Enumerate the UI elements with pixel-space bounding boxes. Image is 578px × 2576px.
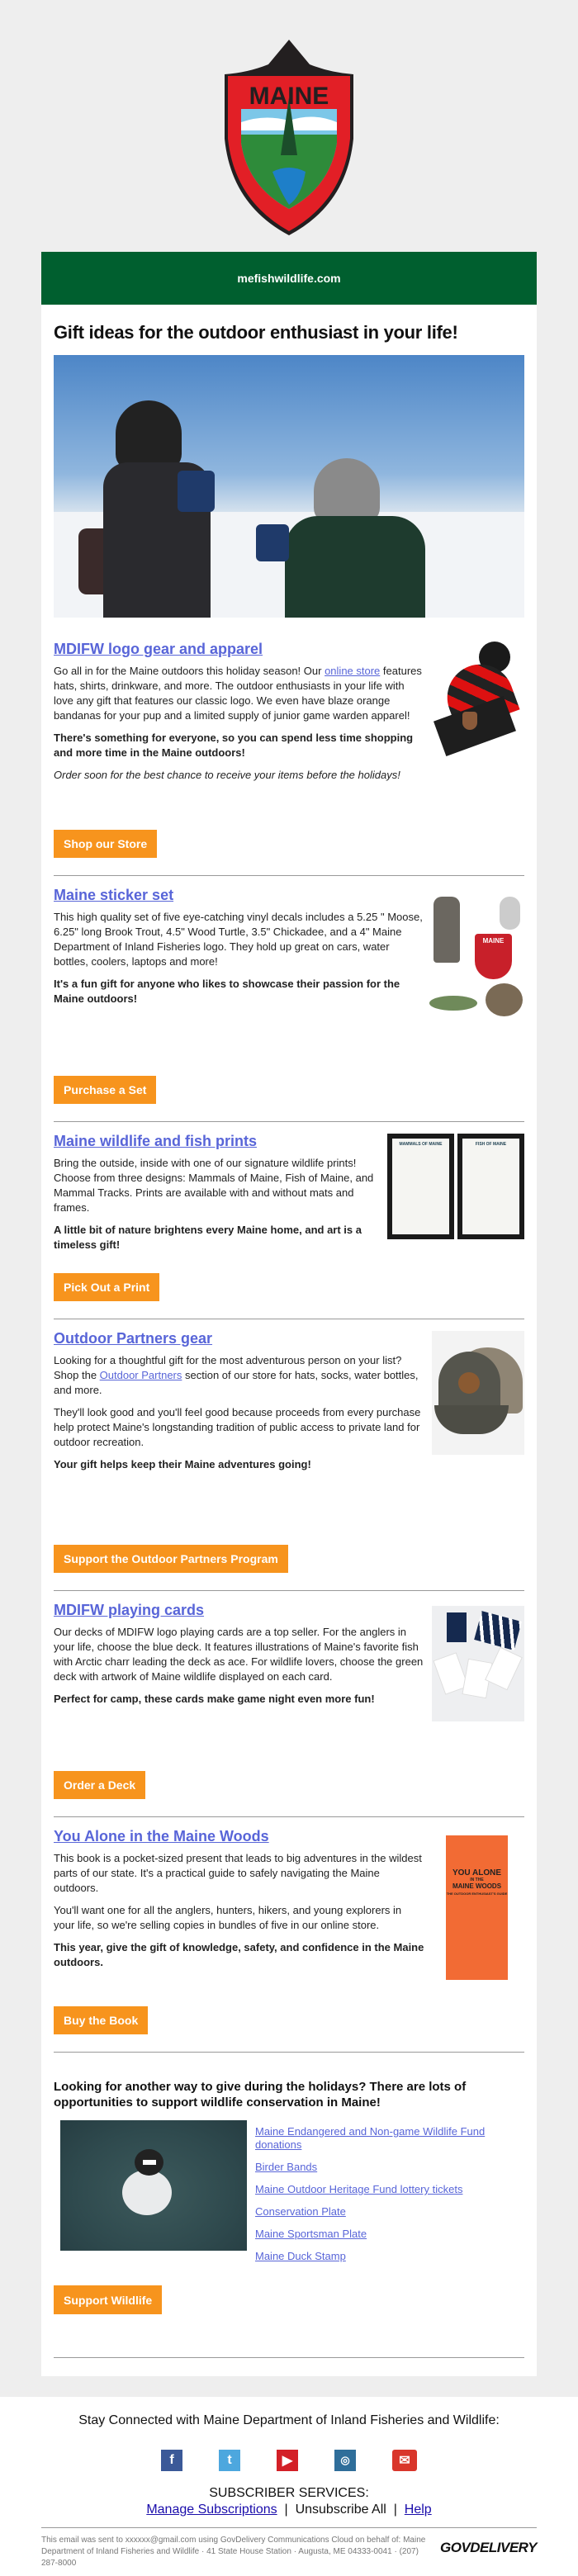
section-book — [54, 1817, 524, 2053]
body-bold-text: This year, give the gift of knowledge, safety, and confidence in the Maine outdoors. — [54, 1941, 424, 1968]
body-text: Looking for a thoughtful gift for the most adventurous person on your list? Shop the — [54, 1354, 402, 1381]
body-text: section of our store for hats, socks, water bottles, and more. — [54, 1369, 419, 1396]
instagram-icon[interactable]: ◎ — [334, 2450, 356, 2471]
site-banner — [41, 252, 537, 305]
support-link[interactable]: Maine Sportsman Plate — [255, 2228, 367, 2240]
support-outdoor-partners-button[interactable]: Support the Outdoor Partners Program — [54, 1545, 288, 1573]
support-links — [255, 2120, 524, 2272]
buy-book-button[interactable]: Buy the Book — [54, 2006, 148, 2034]
mammals-print-image: MAMMALS OF MAINE — [387, 1134, 454, 1239]
support-heading: Looking for another way to give during the holidays? There are lots of opportunities to support wildlife conservation in Maine! — [54, 2080, 467, 2110]
section-title-link[interactable]: MDIFW playing cards — [54, 1602, 205, 1618]
book-cover-image: YOU ALONE IN THE MAINE WOODS THE OUTDOOR ENTHUSIAST'S GUIDE — [446, 1835, 508, 1980]
body-text: Go all in for the Maine outdoors this holiday season! Our — [54, 665, 325, 677]
subscriber-links — [0, 2503, 578, 2517]
section-outdoor-partners — [54, 1319, 524, 1591]
body-italic-text: Order soon for the best chance to receive your items before the holidays! — [54, 769, 400, 781]
facebook-icon[interactable]: f — [161, 2450, 182, 2471]
youtube-icon[interactable]: ▶ — [277, 2450, 298, 2471]
moose-sticker — [434, 897, 460, 963]
govdelivery-logo: GOVDELIVERY — [440, 2540, 537, 2555]
section-title-link[interactable]: Maine sticker set — [54, 887, 174, 903]
manage-subscriptions-link[interactable]: Manage Subscriptions — [146, 2503, 277, 2517]
body-bold-text: It's a fun gift for anyone who likes to showcase their passion for the Maine outdoors! — [54, 978, 400, 1005]
body-bold-text: Perfect for camp, these cards make game night even more fun! — [54, 1693, 375, 1705]
body-text: This book is a pocket-sized present that leads to big adventures in the wildest parts of our state. It's a practical guide to safely navigating the Maine outdoors. — [54, 1852, 422, 1894]
support-wildlife-button[interactable]: Support Wildlife — [54, 2285, 162, 2314]
section-title-link[interactable]: Maine wildlife and fish prints — [54, 1133, 258, 1149]
footer — [0, 2397, 578, 2576]
body-text: This high quality set of five eye-catching vinyl decals includes a 5.25 " Moose, 6.25" long Brook Trout, 4.5" Wood Turtle, 3.5" Chickadee, and a 4" Maine Department of Inland Fisheries logo. They hold up great on cars, water bottles, coolers, laptops and more! — [54, 911, 423, 968]
support-link[interactable]: Maine Duck Stamp — [255, 2250, 346, 2262]
support-link[interactable]: Conservation Plate — [255, 2205, 346, 2218]
social-icons — [0, 2450, 578, 2471]
logo-sticker: MAINE — [475, 934, 512, 979]
body-bold-text: There's something for everyone, so you can spend less time shopping and more time in the Maine outdoors! — [54, 732, 414, 759]
section-logo-gear — [54, 630, 524, 876]
chickadee-sticker — [500, 897, 520, 930]
playing-cards-image — [432, 1606, 524, 1721]
support-link[interactable]: Maine Outdoor Heritage Fund lottery tickets — [255, 2183, 463, 2195]
online-store-link[interactable]: online store — [325, 665, 381, 677]
sticker-set-image — [429, 893, 524, 1029]
outdoor-partners-link[interactable]: Outdoor Partners — [99, 1369, 182, 1381]
section-title-link[interactable]: MDIFW logo gear and apparel — [54, 641, 263, 657]
shop-store-button[interactable]: Shop our Store — [54, 830, 157, 858]
support-link[interactable]: Maine Endangered and Non-game Wildlife Fund donations — [255, 2125, 486, 2151]
stay-connected-text: Stay Connected with Maine Department of Inland Fisheries and Wildlife: — [78, 2413, 500, 2427]
section-prints — [54, 1122, 524, 1319]
section-sticker-set — [54, 876, 524, 1122]
page-title: Gift ideas for the outdoor enthusiast in your life! — [54, 322, 458, 343]
trout-sticker — [429, 996, 477, 1011]
trucker-cap-image — [432, 1331, 524, 1455]
support-link[interactable]: Birder Bands — [255, 2161, 318, 2173]
turtle-sticker — [486, 983, 523, 1016]
body-bold-text: A little bit of nature brightens every Maine home, and art is a timeless gift! — [54, 1224, 362, 1251]
hero-photo — [54, 355, 524, 618]
twitter-icon[interactable]: t — [219, 2450, 240, 2471]
pick-print-button[interactable]: Pick Out a Print — [54, 1273, 159, 1301]
body-text: You'll want one for all the anglers, hunters, hikers, and young explorers in your life, so we're selling copies in bundles of five in our online store. — [54, 1904, 402, 1931]
subscriber-services-label: SUBSCRIBER SERVICES: — [209, 2486, 369, 2500]
svg-text:MAINE: MAINE — [249, 83, 329, 110]
section-playing-cards — [54, 1591, 524, 1817]
email-icon[interactable]: ✉ — [392, 2450, 417, 2471]
mdifw-logo — [223, 40, 355, 235]
fish-print-image: FISH OF MAINE — [457, 1134, 524, 1239]
footer-divider — [41, 2527, 537, 2569]
site-link[interactable]: mefishwildlife.com — [237, 272, 341, 285]
body-text: Our decks of MDIFW logo playing cards are a top seller. For the anglers in your life, choose the blue deck. It features illustrations of Maine's favorite fish with Arctic charr leading the deck as ace. For wildlife lovers, choose the green deck with artwork of Maine wildlife displayed on each card. — [54, 1626, 424, 1683]
order-deck-button[interactable]: Order a Deck — [54, 1771, 145, 1799]
body-bold-text: Your gift helps keep their Maine adventures going! — [54, 1458, 311, 1470]
plaid-beanie-image — [434, 642, 520, 753]
body-text: They'll look good and you'll feel good because proceeds from every purchase help protect Maine's longstanding tradition of public access to private land for outdoor recreation. — [54, 1406, 421, 1448]
section-support-wildlife — [54, 2053, 524, 2358]
purchase-set-button[interactable]: Purchase a Set — [54, 1076, 156, 1104]
section-title-link[interactable]: You Alone in the Maine Woods — [54, 1828, 269, 1844]
footer-fineprint: This email was sent to xxxxxx@gmail.com using GovDelivery Communications Cloud on behalf of: Maine Department of Inland Fisheries and Wildlife · 41 State House Station · Augusta, ME 04333-0041 · (207) 287-8000 — [41, 2536, 426, 2568]
help-link[interactable]: Help — [404, 2503, 432, 2517]
duck-photo — [60, 2120, 247, 2251]
prints-image — [387, 1134, 524, 1239]
content-panel — [41, 305, 537, 2376]
body-text: Bring the outside, inside with one of our signature wildlife prints! Choose from three designs: Mammals of Maine, Fish of Maine, and Mammal Tracks. Prints are available with and without mats and frames. — [54, 1157, 374, 1214]
body-text: features hats, shirts, drinkware, and more. The outdoor enthusiasts in your life with love any gift that features our classic logo. We even have blaze orange bandanas for your pup and a limited supply of junior game warden apparel! — [54, 665, 422, 722]
separator: | — [284, 2503, 288, 2517]
section-title-link[interactable]: Outdoor Partners gear — [54, 1330, 213, 1347]
separator: | — [393, 2503, 397, 2517]
unsubscribe-all-link[interactable]: Unsubscribe All — [295, 2503, 386, 2517]
